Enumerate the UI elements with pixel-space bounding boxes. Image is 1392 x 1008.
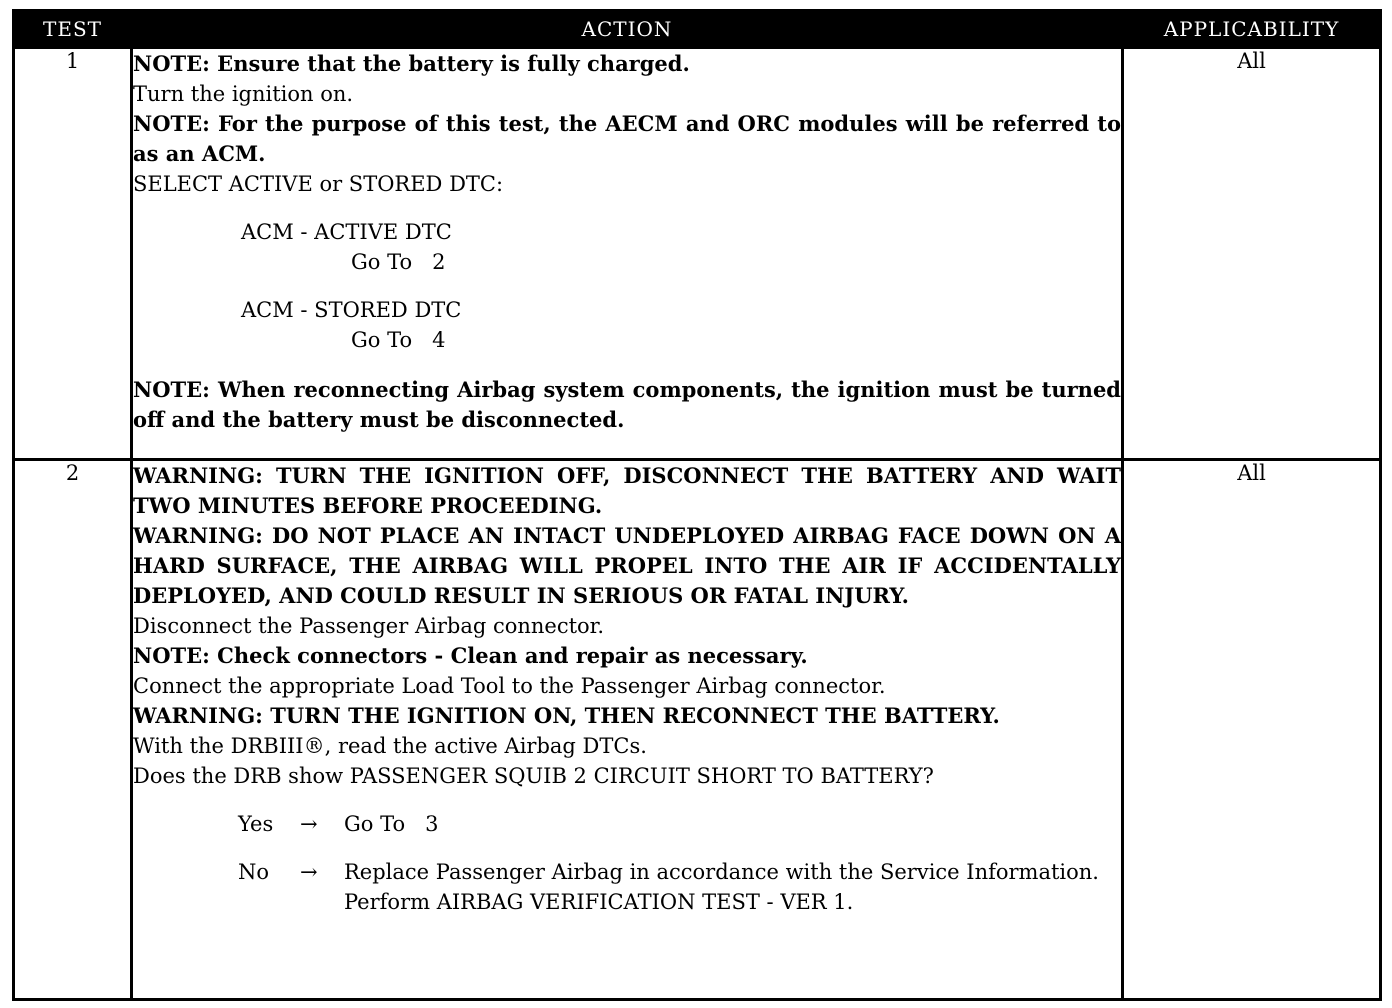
warning-line: WARNING: TURN THE IGNITION ON, THEN RECONNECT THE BATTERY. <box>133 703 1000 728</box>
goto-link[interactable]: Go To 2 <box>351 250 446 274</box>
answer-label: Yes <box>238 812 274 836</box>
answer-no <box>133 857 1121 917</box>
diagnostic-test-table <box>12 9 1382 1001</box>
note-line: NOTE: Ensure that the battery is fully charged. <box>133 51 690 76</box>
option-label: ACM - STORED DTC <box>241 298 462 322</box>
header-test: TEST <box>14 11 132 48</box>
note-line: NOTE: When reconnecting Airbag system components, the ignition must be turned off and the battery must be disconnected. <box>133 377 1121 432</box>
table-header-row <box>14 11 1381 48</box>
goto-link[interactable]: Go To 4 <box>351 328 446 352</box>
answer-yes <box>133 809 1121 839</box>
test-row-1 <box>14 48 1381 460</box>
applicability-cell: All <box>1123 460 1381 1000</box>
option-label: ACM - ACTIVE DTC <box>241 220 452 244</box>
result-line: Perform AIRBAG VERIFICATION TEST - VER 1. <box>344 890 854 914</box>
warning-line: WARNING: TURN THE IGNITION OFF, DISCONNECT THE BATTERY AND WAIT TWO MINUTES BEFORE PROCEEDING. <box>133 463 1121 518</box>
test-number: 2 <box>14 460 132 1000</box>
arrow-icon: → <box>300 812 318 836</box>
note-line: NOTE: Check connectors - Clean and repair as necessary. <box>133 643 808 668</box>
instruction-line: SELECT ACTIVE or STORED DTC: <box>133 172 504 196</box>
test-row-2 <box>14 460 1381 1000</box>
test-number: 1 <box>14 48 132 460</box>
instruction-line: Disconnect the Passenger Airbag connector. <box>133 614 605 638</box>
applicability-cell: All <box>1123 48 1381 460</box>
warning-line: WARNING: DO NOT PLACE AN INTACT UNDEPLOYED AIRBAG FACE DOWN ON A HARD SURFACE, THE AIRBAG WILL PROPEL INTO THE AIR IF ACCIDENTALLY DEPLOYED, AND COULD RESULT IN SERIOUS OR FATAL INJURY. <box>133 523 1121 608</box>
action-cell <box>132 460 1123 1000</box>
question-line: Does the DRB show PASSENGER SQUIB 2 CIRCUIT SHORT TO BATTERY? <box>133 764 934 788</box>
instruction-line: Turn the ignition on. <box>133 82 354 106</box>
header-applicability: APPLICABILITY <box>1123 11 1381 48</box>
action-cell <box>132 48 1123 460</box>
header-action: ACTION <box>132 11 1123 48</box>
answer-label: No <box>238 860 270 884</box>
instruction-line: With the DRBIII®, read the active Airbag DTCs. <box>133 734 647 758</box>
arrow-icon: → <box>300 860 318 884</box>
result-line: Replace Passenger Airbag in accordance with the Service Information. <box>344 860 1099 884</box>
instruction-line: Connect the appropriate Load Tool to the Passenger Airbag connector. <box>133 674 886 698</box>
goto-link[interactable]: Go To 3 <box>344 812 439 836</box>
note-line: NOTE: For the purpose of this test, the AECM and ORC modules will be referred to as an ACM. <box>133 111 1121 166</box>
